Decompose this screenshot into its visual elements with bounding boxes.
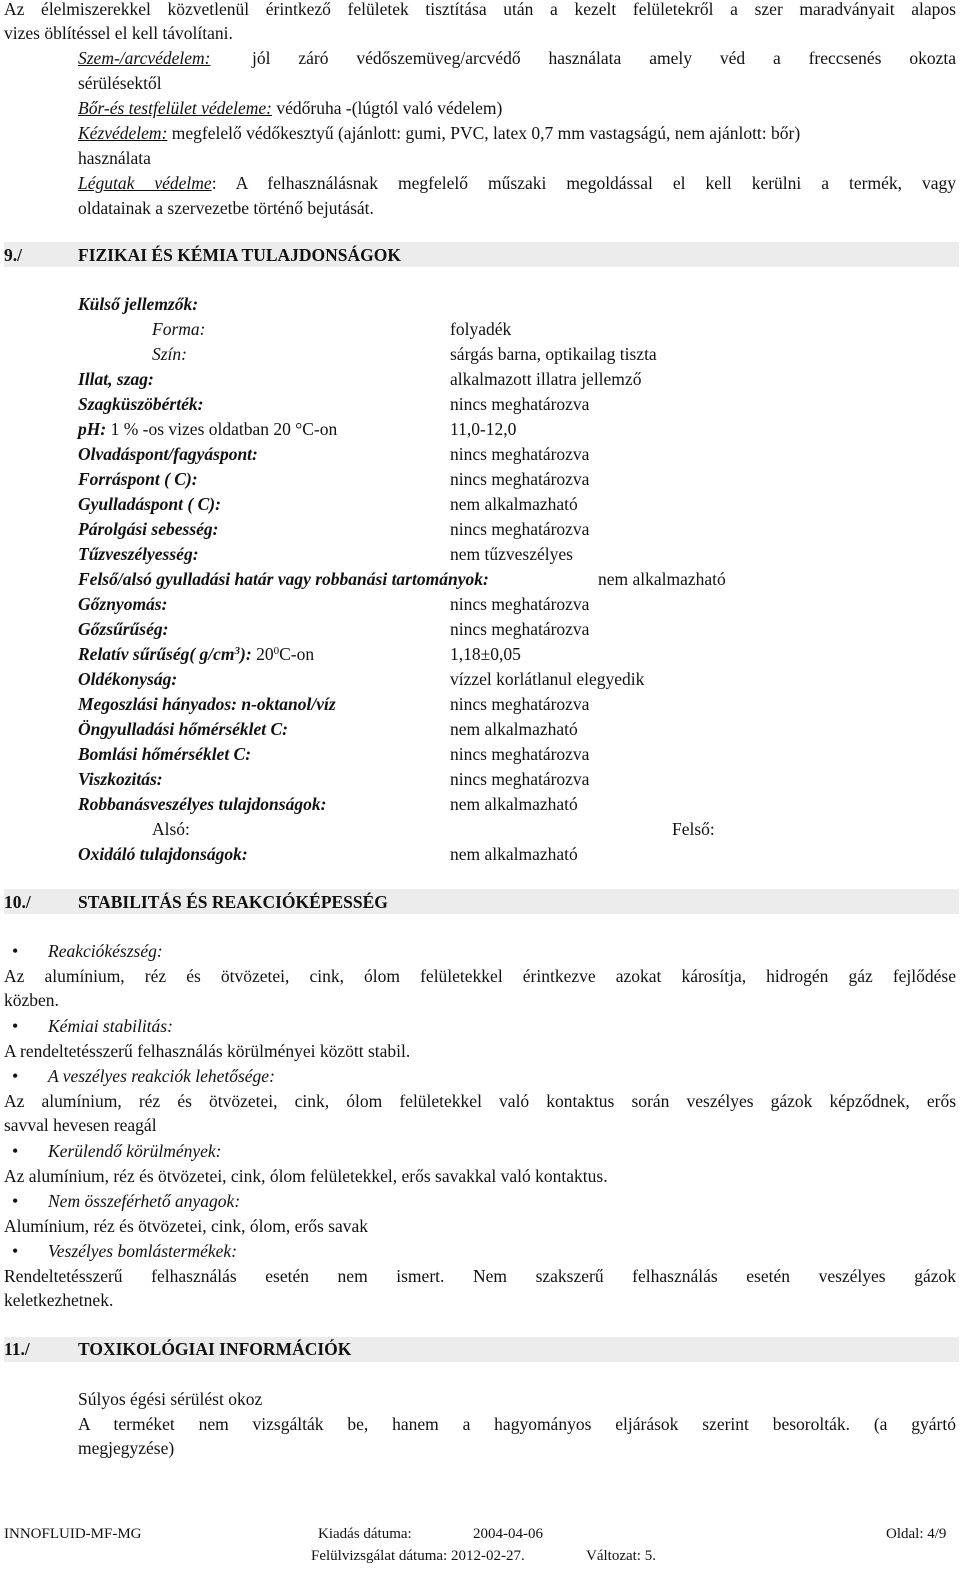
eye-protection-text: jól záró védőszemüveg/arcvédő használata amely véd a freccsenés okozta: [252, 48, 956, 68]
odor-label: Illat, szag:: [78, 369, 154, 389]
section-10-title: STABILITÁS ÉS REAKCIÓKÉPESSÉG: [78, 892, 388, 912]
section-11-title: TOXIKOLÓGIAI INFORMÁCIÓK: [78, 1339, 352, 1359]
lower-limit-label: Alsó:: [152, 819, 190, 839]
decomposition-products-text-cont: keletkezhetnek.: [4, 1290, 114, 1310]
incompatible-materials-label: Nem összeférhető anyagok:: [48, 1191, 241, 1211]
form-value: folyadék: [450, 319, 512, 339]
boiling-point-label: Forráspont ( C):: [78, 469, 198, 489]
footer-product-name: INNOFLUID-MF-MG: [4, 1526, 142, 1542]
upper-limit-label: Felső:: [672, 819, 715, 839]
melting-point-value: nincs meghatározva: [450, 444, 590, 464]
reactivity-label: Reakciókészség:: [48, 941, 163, 961]
footer-version: Változat: 5.: [586, 1548, 656, 1564]
hazardous-reactions-label: A veszélyes reakciók lehetősége:: [48, 1066, 275, 1086]
relative-density-value: 1,18±0,05: [450, 644, 521, 664]
autoignition-label: Öngyulladási hőmérséklet C:: [78, 719, 289, 739]
vapor-density-value: nincs meghatározva: [450, 619, 590, 639]
partition-coefficient-value: nincs meghatározva: [450, 694, 590, 714]
footer-issue-date: 2004-04-06: [473, 1526, 543, 1542]
conditions-to-avoid-text: Az alumínium, réz és ötvözetei, cink, ólom felületekkel, erős savakkal való kontaktus.: [4, 1166, 608, 1186]
odor-threshold-value: nincs meghatározva: [450, 394, 590, 414]
odor-value: alkalmazott illatra jellemző: [450, 369, 642, 389]
explosion-limits-value: nem alkalmazható: [598, 569, 726, 589]
boiling-point-value: nincs meghatározva: [450, 469, 590, 489]
chemical-stability-label: Kémiai stabilitás:: [48, 1016, 173, 1036]
explosive-properties-label: Robbanásveszélyes tulajdonságok:: [78, 794, 327, 814]
flash-point-value: nem alkalmazható: [450, 494, 578, 514]
relative-density-row: Relatív sűrűség( $g/cm^3$): $20^0C-on$: [78, 644, 315, 664]
footer-review-date: Felülvizsgálat dátuma: 2012-02-27.: [311, 1548, 525, 1564]
explosive-properties-value: nem alkalmazható: [450, 794, 578, 814]
hand-protection-cont: használata: [78, 148, 151, 168]
evaporation-rate-label: Párolgási sebesség:: [78, 519, 219, 539]
toxicology-line1: Súlyos égési sérülést okoz: [78, 1389, 263, 1409]
flash-point-label: Gyulladáspont ( C):: [78, 494, 221, 514]
bullet-icon: •: [12, 1066, 19, 1086]
solubility-value: vízzel korlátlanul elegyedik: [450, 669, 645, 689]
section-9-number: 9./: [4, 245, 22, 265]
viscosity-label: Viszkozitás:: [78, 769, 163, 789]
toxicology-line2: A terméket nem vizsgálták be, hanem a hagyományos eljárások szerint besorolták. (a gyártó: [78, 1414, 956, 1434]
reactivity-text: Az alumínium, réz és ötvözetei, cink, ólom felületekkel érintkezve azokat károsítja, hidrogén gáz fejlődése: [4, 966, 956, 986]
flammability-value: nem tűzveszélyes: [450, 544, 573, 564]
section-11-number: 11./: [4, 1339, 30, 1359]
bullet-icon: •: [12, 941, 19, 961]
bullet-icon: •: [12, 1141, 19, 1161]
footer-page-number: Oldal: 4/9: [886, 1526, 947, 1542]
decomposition-products-label: Veszélyes bomlástermékek:: [48, 1241, 238, 1261]
color-label: Szín:: [152, 344, 187, 364]
vapor-pressure-label: Gőznyomás:: [78, 594, 168, 614]
hazardous-reactions-text-cont: savval hevesen reagál: [4, 1115, 157, 1135]
intro-line1: Az élelmiszerekkel közvetlenül érintkező felületek tisztítása után a kezelt felületekről a szer maradványait alapos: [4, 0, 956, 19]
skin-protection: Bőr-és testfelület védeleme: védőruha -(lúgtól való védelem): [78, 98, 503, 118]
partition-coefficient-label: Megoszlási hányados: n-oktanol/víz: [78, 694, 336, 714]
oxidizing-properties-label: Oxidáló tulajdonságok:: [78, 844, 248, 864]
decomposition-temp-value: nincs meghatározva: [450, 744, 590, 764]
incompatible-materials-text: Alumínium, réz és ötvözetei, cink, ólom, erős savak: [4, 1216, 369, 1236]
eye-protection-label: Szem-/arcvédelem:: [78, 48, 211, 68]
vapor-density-label: Gőzsűrűség:: [78, 619, 169, 639]
ph-row: pH: 1 % -os vizes oldatban 20 °C-on: [78, 419, 338, 439]
footer-issue-label: Kiadás dátuma:: [318, 1526, 412, 1542]
bullet-icon: •: [12, 1241, 19, 1261]
explosion-limits-label: Felső/alsó gyulladási határ vagy robbanási tartományok:: [78, 569, 489, 589]
flammability-label: Tűzveszélyesség:: [78, 544, 199, 564]
color-value: sárgás barna, optikailag tiszta: [450, 344, 657, 364]
section-9-title: FIZIKAI ÉS KÉMIA TULAJDONSÁGOK: [78, 245, 402, 265]
vapor-pressure-value: nincs meghatározva: [450, 594, 590, 614]
conditions-to-avoid-label: Kerülendő körülmények:: [48, 1141, 222, 1161]
external-characteristics-label: Külső jellemzők:: [78, 294, 199, 314]
section-10-number: 10./: [4, 892, 31, 912]
ph-value: 11,0-12,0: [450, 419, 517, 439]
bullet-icon: •: [12, 1016, 19, 1036]
solubility-label: Oldékonyság:: [78, 669, 178, 689]
melting-point-label: Olvadáspont/fagyáspont:: [78, 444, 258, 464]
chemical-stability-text: A rendeltetésszerű felhasználás körülményei között stabil.: [4, 1041, 411, 1061]
reactivity-text-cont: közben.: [4, 990, 59, 1010]
odor-threshold-label: Szagküszöbérték:: [78, 394, 204, 414]
form-label: Forma:: [152, 319, 206, 339]
respiratory-protection-cont: oldatainak a szervezetbe történő bejutását.: [78, 198, 374, 218]
evaporation-rate-value: nincs meghatározva: [450, 519, 590, 539]
autoignition-value: nem alkalmazható: [450, 719, 578, 739]
decomposition-temp-label: Bomlási hőmérséklet C:: [78, 744, 252, 764]
decomposition-products-text: Rendeltetésszerű felhasználás esetén nem ismert. Nem szakszerű felhasználás esetén veszélyes gázok: [4, 1266, 956, 1286]
oxidizing-properties-value: nem alkalmazható: [450, 844, 578, 864]
hand-protection: Kézvédelem: megfelelő védőkesztyű (ajánlott: gumi, PVC, latex 0,7 mm vastagságú, nem ajánlott: bőr): [78, 123, 801, 143]
hazardous-reactions-text: Az alumínium, réz és ötvözetei, cink, ólom felületekkel való kontaktus során veszélyes gázok képződnek, erős: [4, 1091, 956, 1111]
bullet-icon: •: [12, 1191, 19, 1211]
viscosity-value: nincs meghatározva: [450, 769, 590, 789]
intro-line2: vizes öblítéssel el kell távolítani.: [4, 23, 233, 43]
toxicology-line3: megjegyzése): [78, 1438, 175, 1458]
eye-protection-text-cont: sérülésektől: [78, 73, 162, 93]
respiratory-protection: Légutak védelme: A felhasználásnak megfelelő műszaki megoldással el kell kerülni a termék, vagy: [78, 173, 956, 193]
